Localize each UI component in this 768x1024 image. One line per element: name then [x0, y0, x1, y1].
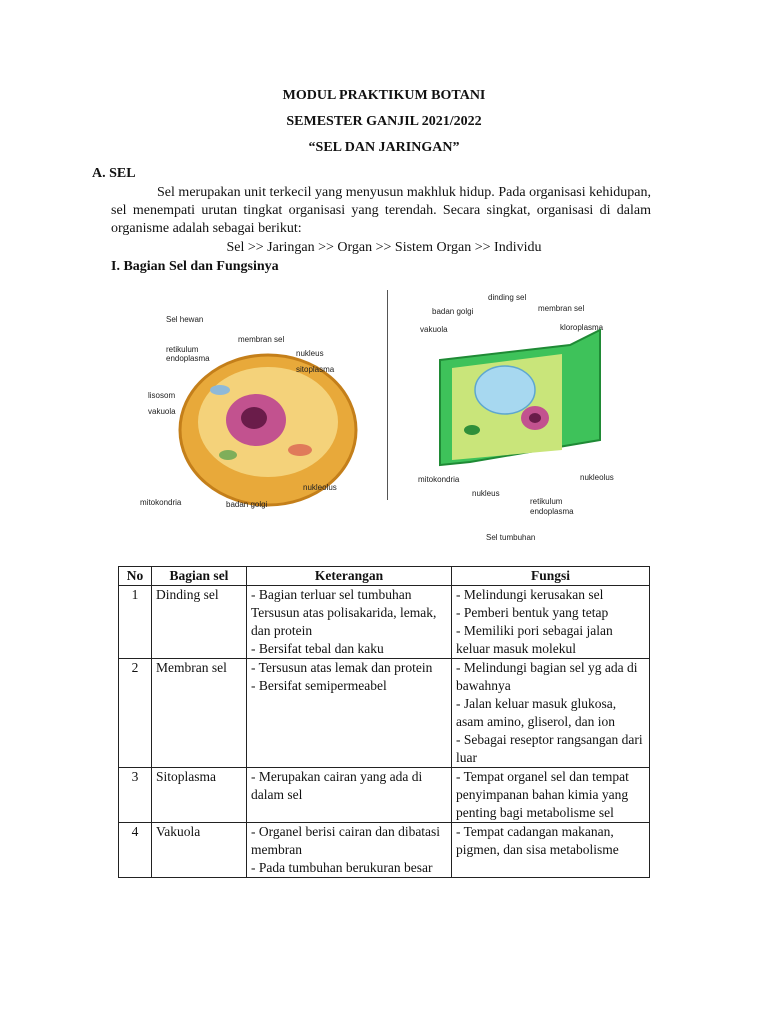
animal-cell-title: Sel hewan — [166, 315, 204, 324]
plant-label-vakuola: vakuola — [420, 325, 448, 334]
header-function: Fungsi — [452, 567, 650, 586]
table-row — [119, 659, 650, 768]
animal-vacuole-shape — [210, 385, 230, 395]
plant-label-membran: membran sel — [538, 304, 585, 313]
section-a-heading: A. SEL — [92, 166, 136, 181]
semester-title: SEMESTER GANJIL 2021/2022 — [286, 114, 482, 129]
row-no: 1 — [119, 586, 152, 659]
row-description: - Bagian terluar sel tumbuhan Tersusun atas polisakarida, lemak, dan protein - Bersifat tebal dan kaku — [247, 586, 452, 659]
plant-vacuole-shape — [475, 366, 535, 414]
table-row — [119, 586, 650, 659]
row-no: 2 — [119, 659, 152, 768]
table-row — [119, 823, 650, 878]
table-header-row — [119, 567, 650, 586]
animal-label-lisosom: lisosom — [148, 391, 176, 400]
animal-label-retikulum-2: endoplasma — [166, 354, 210, 363]
row-part: Sitoplasma — [152, 768, 247, 823]
animal-label-retikulum: retikulum — [166, 345, 199, 354]
animal-mitochondria-shape — [288, 444, 312, 456]
plant-chloroplast-shape — [464, 425, 480, 435]
row-description: - Organel berisi cairan dan dibatasi membran - Pada tumbuhan berukuran besar — [247, 823, 452, 878]
table-row — [119, 768, 650, 823]
topic-title: “SEL DAN JARINGAN” — [308, 140, 460, 155]
cell-parts-table — [118, 566, 650, 878]
row-function: - Tempat cadangan makanan, pigmen, dan sisa metabolisme — [452, 823, 650, 878]
animal-label-vakuola: vakuola — [148, 407, 176, 416]
animal-cell-figure — [128, 300, 388, 530]
animal-label-mitokondria: mitokondria — [140, 498, 182, 507]
row-description: - Merupakan cairan yang ada di dalam sel — [247, 768, 452, 823]
plant-label-nukleolus: nukleolus — [580, 473, 614, 482]
animal-lysosome-shape — [219, 450, 237, 460]
row-description: - Tersusun atas lemak dan protein - Bersifat semipermeabel — [247, 659, 452, 768]
intro-paragraph — [111, 184, 651, 238]
intro-paragraph-text: Sel merupakan unit terkecil yang menyusun makhluk hidup. Pada organisasi kehidupan, sel menempati urutan tingkat organisasi yang terendah. Secara singkat, organisasi di dalam organisme adalah sebagai berikut: — [111, 185, 651, 236]
header-no: No — [119, 567, 152, 586]
row-function: - Melindungi bagian sel yg ada di bawahnya - Jalan keluar masuk glukosa, asam amino, gliserol, dan ion - Sebagai reseptor rangsangan dari luar — [452, 659, 650, 768]
plant-label-kloroplasma: kloroplasma — [560, 323, 604, 332]
header-description: Keterangan — [247, 567, 452, 586]
plant-cell-figure — [410, 290, 640, 545]
plant-nucleolus-shape — [529, 413, 541, 423]
header-part: Bagian sel — [152, 567, 247, 586]
animal-label-golgi: badan golgi — [226, 500, 268, 509]
animal-label-sitoplasma: sitoplasma — [296, 365, 335, 374]
row-function: - Tempat organel sel dan tempat penyimpanan bahan kimia yang penting bagi metabolisme sel — [452, 768, 650, 823]
plant-label-nukleus: nukleus — [472, 489, 500, 498]
plant-label-retikulum-2: endoplasma — [530, 507, 574, 516]
animal-label-nukleus: nukleus — [296, 349, 324, 358]
row-part: Membran sel — [152, 659, 247, 768]
plant-label-dinding: dinding sel — [488, 293, 527, 302]
plant-label-retikulum: retikulum — [530, 497, 563, 506]
organization-flow: Sel >> Jaringan >> Organ >> Sistem Organ >> Individu — [226, 240, 542, 255]
row-part: Dinding sel — [152, 586, 247, 659]
row-function: - Melindungi kerusakan sel - Pemberi bentuk yang tetap - Memiliki pori sebagai jalan keluar masuk molekul — [452, 586, 650, 659]
row-no: 4 — [119, 823, 152, 878]
module-title: MODUL PRAKTIKUM BOTANI — [282, 88, 486, 103]
row-part: Vakuola — [152, 823, 247, 878]
plant-cell-title: Sel tumbuhan — [486, 533, 536, 542]
row-no: 3 — [119, 768, 152, 823]
animal-label-nukleolus: nukleolus — [303, 483, 337, 492]
plant-label-golgi: badan golgi — [432, 307, 474, 316]
animal-label-membran: membran sel — [238, 335, 285, 344]
animal-nucleolus — [241, 407, 267, 429]
plant-label-mitokondria: mitokondria — [418, 475, 460, 484]
section-i-heading: I. Bagian Sel dan Fungsinya — [111, 259, 279, 274]
